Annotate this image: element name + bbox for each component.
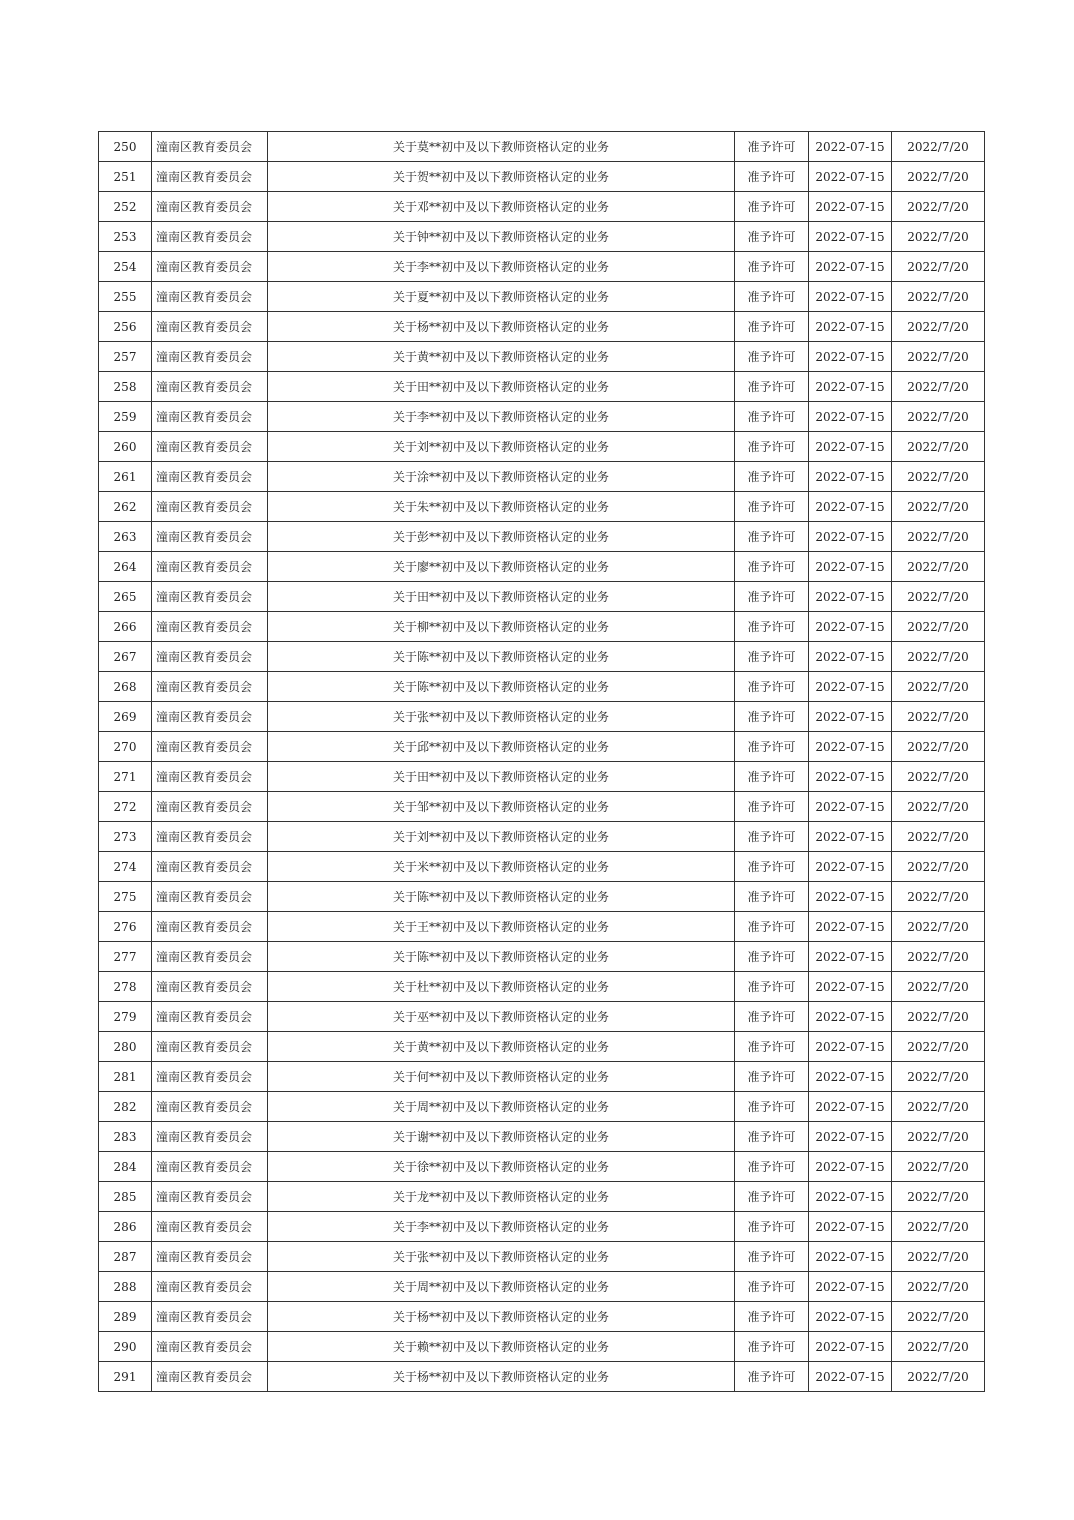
decision-date-cell: 2022-07-15 <box>809 1362 892 1392</box>
table-row <box>99 852 985 882</box>
organization-cell: 潼南区教育委员会 <box>152 192 268 222</box>
publish-date-cell: 2022/7/20 <box>892 792 985 822</box>
decision-result-cell: 准予许可 <box>735 132 809 162</box>
organization-cell: 潼南区教育委员会 <box>152 162 268 192</box>
decision-date-cell: 2022-07-15 <box>809 1302 892 1332</box>
matter-title-cell: 关于杨**初中及以下教师资格认定的业务 <box>268 1362 735 1392</box>
decision-date-cell: 2022-07-15 <box>809 1332 892 1362</box>
table-row <box>99 702 985 732</box>
table-row <box>99 762 985 792</box>
decision-result-cell: 准予许可 <box>735 342 809 372</box>
decision-date-cell: 2022-07-15 <box>809 822 892 852</box>
organization-cell: 潼南区教育委员会 <box>152 1362 268 1392</box>
publish-date-cell: 2022/7/20 <box>892 1152 985 1182</box>
organization-cell: 潼南区教育委员会 <box>152 1332 268 1362</box>
organization-cell: 潼南区教育委员会 <box>152 672 268 702</box>
table-row <box>99 672 985 702</box>
table-row <box>99 222 985 252</box>
decision-date-cell: 2022-07-15 <box>809 762 892 792</box>
decision-result-cell: 准予许可 <box>735 852 809 882</box>
row-number-cell: 273 <box>99 822 152 852</box>
decision-date-cell: 2022-07-15 <box>809 732 892 762</box>
decision-date-cell: 2022-07-15 <box>809 942 892 972</box>
organization-cell: 潼南区教育委员会 <box>152 132 268 162</box>
organization-cell: 潼南区教育委员会 <box>152 1302 268 1332</box>
row-number-cell: 255 <box>99 282 152 312</box>
decision-date-cell: 2022-07-15 <box>809 1152 892 1182</box>
organization-cell: 潼南区教育委员会 <box>152 1182 268 1212</box>
matter-title-cell: 关于王**初中及以下教师资格认定的业务 <box>268 912 735 942</box>
decision-result-cell: 准予许可 <box>735 612 809 642</box>
decision-date-cell: 2022-07-15 <box>809 222 892 252</box>
decision-result-cell: 准予许可 <box>735 702 809 732</box>
decision-date-cell: 2022-07-15 <box>809 1002 892 1032</box>
organization-cell: 潼南区教育委员会 <box>152 1062 268 1092</box>
decision-result-cell: 准予许可 <box>735 1332 809 1362</box>
publish-date-cell: 2022/7/20 <box>892 252 985 282</box>
matter-title-cell: 关于张**初中及以下教师资格认定的业务 <box>268 1242 735 1272</box>
decision-result-cell: 准予许可 <box>735 972 809 1002</box>
matter-title-cell: 关于陈**初中及以下教师资格认定的业务 <box>268 642 735 672</box>
decision-date-cell: 2022-07-15 <box>809 1062 892 1092</box>
matter-title-cell: 关于周**初中及以下教师资格认定的业务 <box>268 1092 735 1122</box>
table-row <box>99 132 985 162</box>
decision-date-cell: 2022-07-15 <box>809 312 892 342</box>
matter-title-cell: 关于黄**初中及以下教师资格认定的业务 <box>268 1032 735 1062</box>
publish-date-cell: 2022/7/20 <box>892 312 985 342</box>
license-table <box>98 131 985 1392</box>
organization-cell: 潼南区教育委员会 <box>152 1212 268 1242</box>
organization-cell: 潼南区教育委员会 <box>152 552 268 582</box>
decision-result-cell: 准予许可 <box>735 312 809 342</box>
organization-cell: 潼南区教育委员会 <box>152 282 268 312</box>
publish-date-cell: 2022/7/20 <box>892 1092 985 1122</box>
matter-title-cell: 关于贺**初中及以下教师资格认定的业务 <box>268 162 735 192</box>
decision-result-cell: 准予许可 <box>735 732 809 762</box>
table-row <box>99 1182 985 1212</box>
publish-date-cell: 2022/7/20 <box>892 1272 985 1302</box>
row-number-cell: 274 <box>99 852 152 882</box>
row-number-cell: 271 <box>99 762 152 792</box>
decision-result-cell: 准予许可 <box>735 1062 809 1092</box>
row-number-cell: 251 <box>99 162 152 192</box>
organization-cell: 潼南区教育委员会 <box>152 612 268 642</box>
organization-cell: 潼南区教育委员会 <box>152 1272 268 1302</box>
matter-title-cell: 关于刘**初中及以下教师资格认定的业务 <box>268 822 735 852</box>
row-number-cell: 269 <box>99 702 152 732</box>
publish-date-cell: 2022/7/20 <box>892 672 985 702</box>
decision-result-cell: 准予许可 <box>735 1182 809 1212</box>
publish-date-cell: 2022/7/20 <box>892 702 985 732</box>
matter-title-cell: 关于黄**初中及以下教师资格认定的业务 <box>268 342 735 372</box>
decision-result-cell: 准予许可 <box>735 1032 809 1062</box>
table-row <box>99 282 985 312</box>
publish-date-cell: 2022/7/20 <box>892 912 985 942</box>
table-row <box>99 1062 985 1092</box>
decision-date-cell: 2022-07-15 <box>809 702 892 732</box>
matter-title-cell: 关于彭**初中及以下教师资格认定的业务 <box>268 522 735 552</box>
publish-date-cell: 2022/7/20 <box>892 192 985 222</box>
row-number-cell: 276 <box>99 912 152 942</box>
row-number-cell: 267 <box>99 642 152 672</box>
matter-title-cell: 关于邹**初中及以下教师资格认定的业务 <box>268 792 735 822</box>
matter-title-cell: 关于杜**初中及以下教师资格认定的业务 <box>268 972 735 1002</box>
decision-date-cell: 2022-07-15 <box>809 1032 892 1062</box>
decision-result-cell: 准予许可 <box>735 582 809 612</box>
publish-date-cell: 2022/7/20 <box>892 1242 985 1272</box>
matter-title-cell: 关于李**初中及以下教师资格认定的业务 <box>268 1212 735 1242</box>
organization-cell: 潼南区教育委员会 <box>152 222 268 252</box>
table-row <box>99 912 985 942</box>
row-number-cell: 289 <box>99 1302 152 1332</box>
decision-result-cell: 准予许可 <box>735 672 809 702</box>
row-number-cell: 278 <box>99 972 152 1002</box>
table-row <box>99 162 985 192</box>
row-number-cell: 279 <box>99 1002 152 1032</box>
decision-date-cell: 2022-07-15 <box>809 522 892 552</box>
decision-result-cell: 准予许可 <box>735 222 809 252</box>
row-number-cell: 256 <box>99 312 152 342</box>
decision-result-cell: 准予许可 <box>735 642 809 672</box>
decision-result-cell: 准予许可 <box>735 162 809 192</box>
table-row <box>99 1242 985 1272</box>
decision-result-cell: 准予许可 <box>735 1152 809 1182</box>
row-number-cell: 268 <box>99 672 152 702</box>
organization-cell: 潼南区教育委员会 <box>152 402 268 432</box>
row-number-cell: 254 <box>99 252 152 282</box>
decision-result-cell: 准予许可 <box>735 282 809 312</box>
matter-title-cell: 关于徐**初中及以下教师资格认定的业务 <box>268 1152 735 1182</box>
row-number-cell: 263 <box>99 522 152 552</box>
matter-title-cell: 关于李**初中及以下教师资格认定的业务 <box>268 252 735 282</box>
row-number-cell: 264 <box>99 552 152 582</box>
row-number-cell: 261 <box>99 462 152 492</box>
row-number-cell: 286 <box>99 1212 152 1242</box>
decision-result-cell: 准予许可 <box>735 882 809 912</box>
row-number-cell: 285 <box>99 1182 152 1212</box>
publish-date-cell: 2022/7/20 <box>892 822 985 852</box>
table-row <box>99 792 985 822</box>
row-number-cell: 260 <box>99 432 152 462</box>
matter-title-cell: 关于田**初中及以下教师资格认定的业务 <box>268 582 735 612</box>
publish-date-cell: 2022/7/20 <box>892 1182 985 1212</box>
decision-date-cell: 2022-07-15 <box>809 792 892 822</box>
row-number-cell: 277 <box>99 942 152 972</box>
decision-result-cell: 准予许可 <box>735 1092 809 1122</box>
organization-cell: 潼南区教育委员会 <box>152 252 268 282</box>
row-number-cell: 253 <box>99 222 152 252</box>
organization-cell: 潼南区教育委员会 <box>152 1032 268 1062</box>
row-number-cell: 262 <box>99 492 152 522</box>
decision-result-cell: 准予许可 <box>735 1272 809 1302</box>
publish-date-cell: 2022/7/20 <box>892 552 985 582</box>
publish-date-cell: 2022/7/20 <box>892 342 985 372</box>
row-number-cell: 275 <box>99 882 152 912</box>
table-row <box>99 1332 985 1362</box>
decision-date-cell: 2022-07-15 <box>809 912 892 942</box>
table-body <box>99 132 985 1392</box>
publish-date-cell: 2022/7/20 <box>892 1002 985 1032</box>
table-row <box>99 1272 985 1302</box>
matter-title-cell: 关于谢**初中及以下教师资格认定的业务 <box>268 1122 735 1152</box>
matter-title-cell: 关于陈**初中及以下教师资格认定的业务 <box>268 942 735 972</box>
matter-title-cell: 关于邱**初中及以下教师资格认定的业务 <box>268 732 735 762</box>
decision-result-cell: 准予许可 <box>735 372 809 402</box>
decision-result-cell: 准予许可 <box>735 762 809 792</box>
organization-cell: 潼南区教育委员会 <box>152 822 268 852</box>
publish-date-cell: 2022/7/20 <box>892 942 985 972</box>
matter-title-cell: 关于巫**初中及以下教师资格认定的业务 <box>268 1002 735 1032</box>
organization-cell: 潼南区教育委员会 <box>152 462 268 492</box>
table-row <box>99 312 985 342</box>
publish-date-cell: 2022/7/20 <box>892 162 985 192</box>
table-row <box>99 1122 985 1152</box>
table-row <box>99 192 985 222</box>
decision-result-cell: 准予许可 <box>735 1302 809 1332</box>
organization-cell: 潼南区教育委员会 <box>152 1002 268 1032</box>
matter-title-cell: 关于田**初中及以下教师资格认定的业务 <box>268 372 735 402</box>
publish-date-cell: 2022/7/20 <box>892 1332 985 1362</box>
organization-cell: 潼南区教育委员会 <box>152 372 268 402</box>
publish-date-cell: 2022/7/20 <box>892 732 985 762</box>
publish-date-cell: 2022/7/20 <box>892 1122 985 1152</box>
decision-result-cell: 准予许可 <box>735 942 809 972</box>
table-row <box>99 492 985 522</box>
table-row <box>99 612 985 642</box>
organization-cell: 潼南区教育委员会 <box>152 702 268 732</box>
table-row <box>99 1092 985 1122</box>
matter-title-cell: 关于邓**初中及以下教师资格认定的业务 <box>268 192 735 222</box>
matter-title-cell: 关于周**初中及以下教师资格认定的业务 <box>268 1272 735 1302</box>
publish-date-cell: 2022/7/20 <box>892 522 985 552</box>
decision-result-cell: 准予许可 <box>735 792 809 822</box>
matter-title-cell: 关于赖**初中及以下教师资格认定的业务 <box>268 1332 735 1362</box>
decision-date-cell: 2022-07-15 <box>809 282 892 312</box>
matter-title-cell: 关于涂**初中及以下教师资格认定的业务 <box>268 462 735 492</box>
organization-cell: 潼南区教育委员会 <box>152 492 268 522</box>
organization-cell: 潼南区教育委员会 <box>152 732 268 762</box>
row-number-cell: 258 <box>99 372 152 402</box>
organization-cell: 潼南区教育委员会 <box>152 762 268 792</box>
decision-date-cell: 2022-07-15 <box>809 432 892 462</box>
decision-result-cell: 准予许可 <box>735 432 809 462</box>
organization-cell: 潼南区教育委员会 <box>152 642 268 672</box>
table-row <box>99 642 985 672</box>
row-number-cell: 287 <box>99 1242 152 1272</box>
publish-date-cell: 2022/7/20 <box>892 1302 985 1332</box>
matter-title-cell: 关于陈**初中及以下教师资格认定的业务 <box>268 882 735 912</box>
decision-result-cell: 准予许可 <box>735 822 809 852</box>
row-number-cell: 291 <box>99 1362 152 1392</box>
decision-result-cell: 准予许可 <box>735 1122 809 1152</box>
publish-date-cell: 2022/7/20 <box>892 1062 985 1092</box>
decision-result-cell: 准予许可 <box>735 1242 809 1272</box>
decision-date-cell: 2022-07-15 <box>809 1212 892 1242</box>
decision-result-cell: 准予许可 <box>735 1362 809 1392</box>
publish-date-cell: 2022/7/20 <box>892 372 985 402</box>
publish-date-cell: 2022/7/20 <box>892 762 985 792</box>
publish-date-cell: 2022/7/20 <box>892 882 985 912</box>
table-row <box>99 342 985 372</box>
decision-result-cell: 准予许可 <box>735 402 809 432</box>
matter-title-cell: 关于朱**初中及以下教师资格认定的业务 <box>268 492 735 522</box>
row-number-cell: 272 <box>99 792 152 822</box>
organization-cell: 潼南区教育委员会 <box>152 972 268 1002</box>
row-number-cell: 270 <box>99 732 152 762</box>
decision-date-cell: 2022-07-15 <box>809 612 892 642</box>
table-row <box>99 252 985 282</box>
decision-result-cell: 准予许可 <box>735 522 809 552</box>
table-row <box>99 432 985 462</box>
publish-date-cell: 2022/7/20 <box>892 492 985 522</box>
organization-cell: 潼南区教育委员会 <box>152 882 268 912</box>
table-row <box>99 1212 985 1242</box>
decision-result-cell: 准予许可 <box>735 912 809 942</box>
table-row <box>99 942 985 972</box>
decision-date-cell: 2022-07-15 <box>809 372 892 402</box>
matter-title-cell: 关于田**初中及以下教师资格认定的业务 <box>268 762 735 792</box>
table-row <box>99 1362 985 1392</box>
publish-date-cell: 2022/7/20 <box>892 852 985 882</box>
row-number-cell: 282 <box>99 1092 152 1122</box>
organization-cell: 潼南区教育委员会 <box>152 312 268 342</box>
publish-date-cell: 2022/7/20 <box>892 222 985 252</box>
publish-date-cell: 2022/7/20 <box>892 282 985 312</box>
organization-cell: 潼南区教育委员会 <box>152 912 268 942</box>
table-row <box>99 372 985 402</box>
table-row <box>99 1002 985 1032</box>
decision-date-cell: 2022-07-15 <box>809 552 892 582</box>
matter-title-cell: 关于柳**初中及以下教师资格认定的业务 <box>268 612 735 642</box>
decision-date-cell: 2022-07-15 <box>809 162 892 192</box>
decision-date-cell: 2022-07-15 <box>809 972 892 1002</box>
organization-cell: 潼南区教育委员会 <box>152 942 268 972</box>
decision-date-cell: 2022-07-15 <box>809 1092 892 1122</box>
table-row <box>99 582 985 612</box>
publish-date-cell: 2022/7/20 <box>892 612 985 642</box>
row-number-cell: 259 <box>99 402 152 432</box>
decision-date-cell: 2022-07-15 <box>809 492 892 522</box>
table-row <box>99 972 985 1002</box>
matter-title-cell: 关于陈**初中及以下教师资格认定的业务 <box>268 672 735 702</box>
table-row <box>99 522 985 552</box>
organization-cell: 潼南区教育委员会 <box>152 582 268 612</box>
row-number-cell: 280 <box>99 1032 152 1062</box>
row-number-cell: 284 <box>99 1152 152 1182</box>
decision-result-cell: 准予许可 <box>735 552 809 582</box>
decision-date-cell: 2022-07-15 <box>809 192 892 222</box>
row-number-cell: 288 <box>99 1272 152 1302</box>
row-number-cell: 283 <box>99 1122 152 1152</box>
organization-cell: 潼南区教育委员会 <box>152 1092 268 1122</box>
matter-title-cell: 关于何**初中及以下教师资格认定的业务 <box>268 1062 735 1092</box>
row-number-cell: 257 <box>99 342 152 372</box>
matter-title-cell: 关于莫**初中及以下教师资格认定的业务 <box>268 132 735 162</box>
table-row <box>99 882 985 912</box>
decision-result-cell: 准予许可 <box>735 192 809 222</box>
row-number-cell: 265 <box>99 582 152 612</box>
table-row <box>99 402 985 432</box>
publish-date-cell: 2022/7/20 <box>892 1032 985 1062</box>
decision-date-cell: 2022-07-15 <box>809 642 892 672</box>
organization-cell: 潼南区教育委员会 <box>152 1122 268 1152</box>
organization-cell: 潼南区教育委员会 <box>152 432 268 462</box>
organization-cell: 潼南区教育委员会 <box>152 1242 268 1272</box>
organization-cell: 潼南区教育委员会 <box>152 792 268 822</box>
decision-date-cell: 2022-07-15 <box>809 1122 892 1152</box>
matter-title-cell: 关于龙**初中及以下教师资格认定的业务 <box>268 1182 735 1212</box>
decision-result-cell: 准予许可 <box>735 252 809 282</box>
table-row <box>99 1302 985 1332</box>
publish-date-cell: 2022/7/20 <box>892 972 985 1002</box>
matter-title-cell: 关于廖**初中及以下教师资格认定的业务 <box>268 552 735 582</box>
decision-date-cell: 2022-07-15 <box>809 1182 892 1212</box>
decision-result-cell: 准予许可 <box>735 1212 809 1242</box>
decision-date-cell: 2022-07-15 <box>809 342 892 372</box>
decision-date-cell: 2022-07-15 <box>809 882 892 912</box>
matter-title-cell: 关于杨**初中及以下教师资格认定的业务 <box>268 1302 735 1332</box>
row-number-cell: 252 <box>99 192 152 222</box>
publish-date-cell: 2022/7/20 <box>892 1362 985 1392</box>
row-number-cell: 281 <box>99 1062 152 1092</box>
publish-date-cell: 2022/7/20 <box>892 1212 985 1242</box>
table-row <box>99 822 985 852</box>
decision-date-cell: 2022-07-15 <box>809 402 892 432</box>
matter-title-cell: 关于张**初中及以下教师资格认定的业务 <box>268 702 735 732</box>
publish-date-cell: 2022/7/20 <box>892 582 985 612</box>
decision-date-cell: 2022-07-15 <box>809 462 892 492</box>
publish-date-cell: 2022/7/20 <box>892 432 985 462</box>
table-row <box>99 1152 985 1182</box>
matter-title-cell: 关于米**初中及以下教师资格认定的业务 <box>268 852 735 882</box>
table-row <box>99 732 985 762</box>
table-row <box>99 552 985 582</box>
table-row <box>99 462 985 492</box>
decision-date-cell: 2022-07-15 <box>809 252 892 282</box>
row-number-cell: 290 <box>99 1332 152 1362</box>
row-number-cell: 266 <box>99 612 152 642</box>
organization-cell: 潼南区教育委员会 <box>152 1152 268 1182</box>
matter-title-cell: 关于杨**初中及以下教师资格认定的业务 <box>268 312 735 342</box>
decision-date-cell: 2022-07-15 <box>809 1242 892 1272</box>
row-number-cell: 250 <box>99 132 152 162</box>
decision-date-cell: 2022-07-15 <box>809 672 892 702</box>
table-row <box>99 1032 985 1062</box>
matter-title-cell: 关于李**初中及以下教师资格认定的业务 <box>268 402 735 432</box>
organization-cell: 潼南区教育委员会 <box>152 522 268 552</box>
decision-date-cell: 2022-07-15 <box>809 132 892 162</box>
decision-date-cell: 2022-07-15 <box>809 582 892 612</box>
publish-date-cell: 2022/7/20 <box>892 402 985 432</box>
decision-date-cell: 2022-07-15 <box>809 852 892 882</box>
publish-date-cell: 2022/7/20 <box>892 132 985 162</box>
organization-cell: 潼南区教育委员会 <box>152 342 268 372</box>
decision-result-cell: 准予许可 <box>735 1002 809 1032</box>
decision-date-cell: 2022-07-15 <box>809 1272 892 1302</box>
decision-result-cell: 准予许可 <box>735 492 809 522</box>
matter-title-cell: 关于刘**初中及以下教师资格认定的业务 <box>268 432 735 462</box>
matter-title-cell: 关于钟**初中及以下教师资格认定的业务 <box>268 222 735 252</box>
decision-result-cell: 准予许可 <box>735 462 809 492</box>
publish-date-cell: 2022/7/20 <box>892 462 985 492</box>
publish-date-cell: 2022/7/20 <box>892 642 985 672</box>
matter-title-cell: 关于夏**初中及以下教师资格认定的业务 <box>268 282 735 312</box>
organization-cell: 潼南区教育委员会 <box>152 852 268 882</box>
